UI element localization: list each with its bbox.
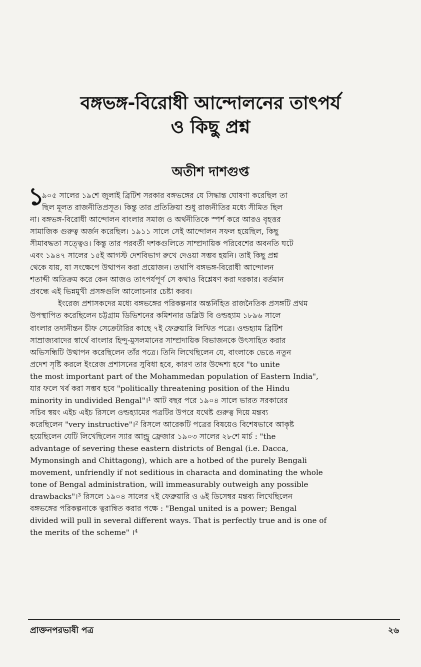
text-line: উপস্থাপিত করেছিলেন চট্টগ্রাম ডিভিশনের কমিশনার ডব্লিউ বি ওল্ডহ্যাম ১৮৯৬ সালে <box>30 311 281 321</box>
text-line: সচিব স্বয়ং এইচ এইচ রিসলে ওল্ডহ্যামের পত্রটির উপরে যথেষ্ট গুরুত্ব দিয়ে মন্তব্য <box>30 407 269 417</box>
text-line: এবং ১৯৪৭ সালের ১৫ই আগস্ট দেশবিভাগ রুখে দেওয়া সম্ভব হয়নি। তাই কিছু প্রশ্ন <box>30 251 279 261</box>
article-title <box>40 92 381 140</box>
drop-cap: ১ <box>28 182 45 211</box>
text-line: advantage of severing these eastern districts of Bengal (i.e. Dacca, <box>30 443 289 453</box>
text-line: minority in undivided Bengal"।¹ আট বছর পরে ১৯০৪ সালে ভারত সরকারের <box>30 395 288 405</box>
text-line: the most important part of the Mohammedan population of Eastern India", <box>30 371 319 381</box>
text-line: না। বঙ্গভঙ্গ-বিরোধী আন্দোলন বাংলার সমাজ ও অর্থনীতিকে স্পর্শ করে আরও বৃহত্তর <box>30 215 281 225</box>
text-line: Mymonsingh and Chittagong), which are a hotbed of the purely Bengali <box>30 456 307 466</box>
text-line: the merits of the scheme" ।⁴ <box>30 528 138 538</box>
text-line: ইংরেজ প্রশাসকদের মধ্যে বঙ্গভঙ্গের পরিকল্পনার অন্তর্নিহিত রাজনৈতিক প্রসঙ্গটি প্রথম <box>58 299 308 309</box>
text-line: movement, unfriendly if not seditious in characta and dominating the whole <box>30 468 323 478</box>
text-line: অভিসন্ধিটি উত্থাপন করেছিলেন তাঁর পত্রে। তিনি লিখেছিলেন যে, বাংলাকে ভেঙে নতুন <box>30 347 292 357</box>
text-line: থেকে যায়, যা সংক্ষেপে উত্থাপন করা প্রয়োজন। তথাপি বঙ্গভঙ্গ-বিরোধী আন্দোলন <box>30 263 274 273</box>
journal-name: প্রাক্তনপরভাষী পত্র <box>30 626 94 636</box>
text-line: ৯০৫ সালের ১৯শে জুলাই ব্রিটিশ সরকার বঙ্গভঙ্গের যে সিদ্ধান্ত ঘোষণা করেছিল তা <box>42 191 288 200</box>
text-line: সামাজিক গুরুত্ব অর্জন করেছিল। ১৯১১ সালে সেই আন্দোলন সফল হয়েছিল, কিছু <box>30 227 279 237</box>
text-line: ছিল মূলত রাজনীতিপ্রসূত। কিন্তু তার প্রতিক্রিয়া শুধু রাজনীতির মধ্যে সীমিত ছিল <box>42 203 283 213</box>
title-line-2: ও কিছু প্রশ্ন <box>170 117 251 138</box>
text-line: শতাব্দী অতিক্রম করে কেন আজও তাৎপর্যপূর্ণ সে কথাও বিশ্লেষণ করা দরকার। বর্তমান <box>30 275 284 285</box>
text-line: হয়েছিলেন যেটি লিখেছিলেন স্যার আন্ড্রু ফ্রেজার ১৯০৩ সালের ২৮শে মার্চ : "the <box>30 431 276 441</box>
text-line: যার ফলে খর্ব করা সম্ভব হবে "politically threatening position of the Hindu <box>30 383 290 393</box>
text-line: প্রদেশ সৃষ্টি করলে ইংরেজ প্রশাসনের সুবিধা হবে, কারণ তার উদ্দেশ্য হবে "to unite <box>30 359 280 369</box>
text-line: করেছিলেন "very instructive"।² রিসলে আরেকটি পত্রের বিষয়েও বিশেষভাবে আকৃষ্ট <box>30 419 295 429</box>
text-line: সীমাবদ্ধতা সত্ত্বেও। কিন্তু তার পরবর্তী দশকগুলিতে সাম্প্রদায়িক পরিবেশের অবনতি ঘটে <box>30 239 294 249</box>
text-line: প্রবন্ধে এই ভিন্নমুখী প্রসঙ্গগুলি আলোচনার চেষ্টা করব। <box>30 287 193 297</box>
text-line: সাম্রাজ্যবাদের স্বার্থে বাংলার হিন্দু-মুসলমানের সাম্প্রদায়িক বিভাজনকে উৎসাহিত করার <box>30 335 286 345</box>
text-line: বাংলার তদানীন্তন চীফ সেক্রেটারির কাছে ৭ই ফেব্রুয়ারি লিখিত পত্রে। ওল্ডহ্যাম ব্রিটিশ <box>30 323 283 333</box>
text-line: drawbacks"।³ রিসলে ১৯০৪ সালের ৭ই ফেব্রুয়ারি ও ৬ই ডিসেম্বর মন্তব্য লিখেছিলেন <box>30 492 293 502</box>
text-line: divided will pull in several different ways. That is perfectly true and is one of <box>30 516 327 526</box>
title-line-1: বঙ্গভঙ্গ-বিরোধী আন্দোলনের তাৎপর্য <box>80 93 341 114</box>
text-line: tone of Bengal administration, will immeasurably outweigh any possible <box>30 480 309 490</box>
author-name: অতীশ দাশগুপ্ত <box>171 165 250 180</box>
text-line: বঙ্গভঙ্গের পরিকল্পনাকে ত্বরান্বিত করার পক্ষে : "Bengal united is a power; Bengal <box>30 504 297 514</box>
article-body <box>30 190 398 539</box>
page-number: ২৬ <box>387 626 399 636</box>
footer-rule <box>28 619 400 620</box>
